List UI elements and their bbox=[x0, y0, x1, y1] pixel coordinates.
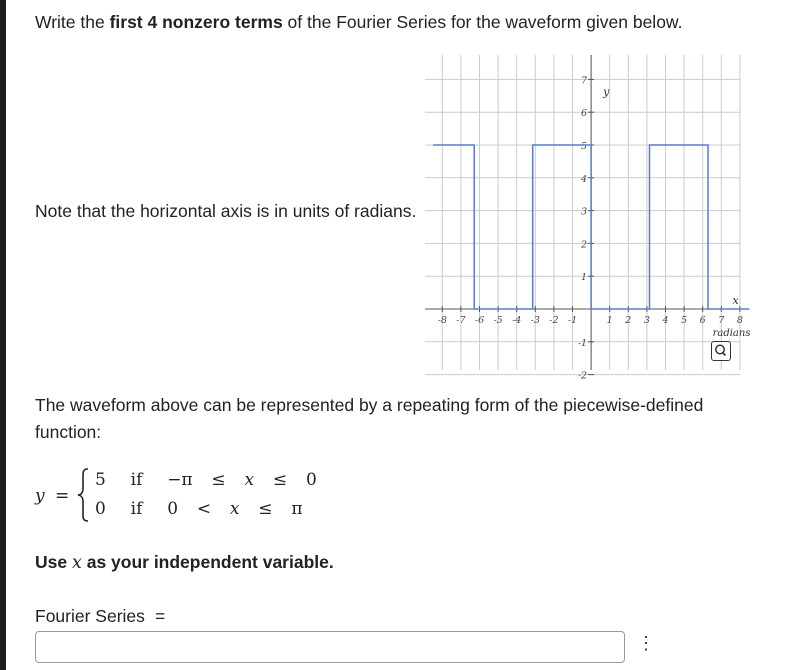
independent-variable-instruction bbox=[35, 552, 334, 573]
y-tick-label: 2 bbox=[581, 239, 588, 251]
instruction-suffix: as your independent variable. bbox=[81, 552, 334, 572]
question-suffix: of the Fourier Series for the waveform given below. bbox=[282, 12, 683, 32]
y-tick-label: 7 bbox=[581, 75, 588, 87]
y-tick-label: 4 bbox=[581, 173, 588, 185]
x-tick-label: -7 bbox=[456, 315, 466, 326]
y-tick-label: 5 bbox=[581, 141, 588, 152]
piecewise-function bbox=[35, 466, 335, 526]
row1-value: 5 bbox=[95, 470, 106, 490]
waveform-graph bbox=[425, 55, 751, 382]
x-tick-label: -2 bbox=[549, 315, 559, 326]
x-tick-label: 6 bbox=[699, 315, 706, 326]
graph-waveform bbox=[433, 145, 749, 309]
piecewise-equals: = bbox=[55, 486, 70, 506]
piecewise-lhs: y bbox=[35, 486, 45, 506]
row2-var: x bbox=[229, 499, 240, 519]
x-tick-label: 1 bbox=[606, 315, 613, 326]
x-tick-label: -4 bbox=[512, 315, 522, 326]
row2-value: 0 bbox=[95, 499, 106, 519]
row1-var: x bbox=[244, 470, 255, 490]
row2-lower: 0 bbox=[167, 499, 179, 519]
waveform-line bbox=[433, 145, 749, 309]
fourier-series-input[interactable] bbox=[35, 631, 625, 663]
x-axis-unit: radians bbox=[712, 328, 751, 339]
row1-if: if bbox=[130, 470, 143, 490]
y-tick-label: -2 bbox=[577, 370, 588, 382]
y-tick-label: -1 bbox=[577, 337, 588, 349]
x-tick-label: -8 bbox=[437, 315, 447, 326]
fourier-series-label: Fourier Series bbox=[35, 606, 145, 626]
question-text bbox=[35, 12, 682, 33]
row2-if: if bbox=[130, 499, 143, 519]
instruction-prefix: Use bbox=[35, 552, 72, 572]
magnifier-icon bbox=[712, 342, 729, 359]
x-tick-label: 2 bbox=[625, 315, 632, 326]
row2-upper: π bbox=[291, 499, 303, 519]
x-tick-label: 7 bbox=[718, 315, 725, 326]
row1-rel2: ≤ bbox=[272, 470, 288, 490]
left-brace-icon bbox=[75, 466, 91, 524]
x-tick-label: 3 bbox=[643, 315, 650, 326]
row2-rel2: ≤ bbox=[258, 499, 273, 519]
fourier-series-equals: = bbox=[155, 606, 166, 626]
x-tick-label: 8 bbox=[736, 315, 743, 326]
question-bold: first 4 nonzero terms bbox=[109, 12, 283, 32]
y-tick-label: 3 bbox=[581, 206, 588, 218]
instruction-var: x bbox=[71, 553, 82, 573]
question-prefix: Write the bbox=[35, 12, 110, 32]
y-tick-label: 1 bbox=[581, 272, 588, 284]
y-tick-label: 6 bbox=[581, 108, 588, 120]
piecewise-row-1 bbox=[95, 470, 317, 490]
x-axis-label: x bbox=[732, 294, 739, 307]
zoom-button[interactable] bbox=[711, 341, 731, 361]
piecewise-row-2 bbox=[95, 499, 303, 519]
window-edge bbox=[0, 0, 6, 670]
note-text: Note that the horizontal axis is in units of radians. bbox=[35, 201, 417, 221]
waveform-description: The waveform above can be represented by a repeating form of the piecewise-defined function: bbox=[35, 395, 704, 442]
row1-upper: 0 bbox=[305, 470, 317, 490]
x-tick-label: -3 bbox=[530, 315, 540, 326]
x-tick-label: -1 bbox=[567, 315, 578, 326]
y-axis-label: y bbox=[603, 85, 610, 99]
x-tick-label: -5 bbox=[493, 315, 503, 326]
x-tick-label: -6 bbox=[474, 315, 485, 326]
graph-ticks bbox=[438, 75, 743, 381]
x-tick-label: 5 bbox=[681, 315, 688, 326]
row2-rel1: < bbox=[196, 499, 212, 519]
row1-lower: −π bbox=[167, 470, 193, 490]
more-options-button[interactable]: ⋮ bbox=[637, 633, 655, 653]
x-tick-label: 4 bbox=[662, 315, 669, 326]
row1-rel1: ≤ bbox=[211, 470, 226, 490]
